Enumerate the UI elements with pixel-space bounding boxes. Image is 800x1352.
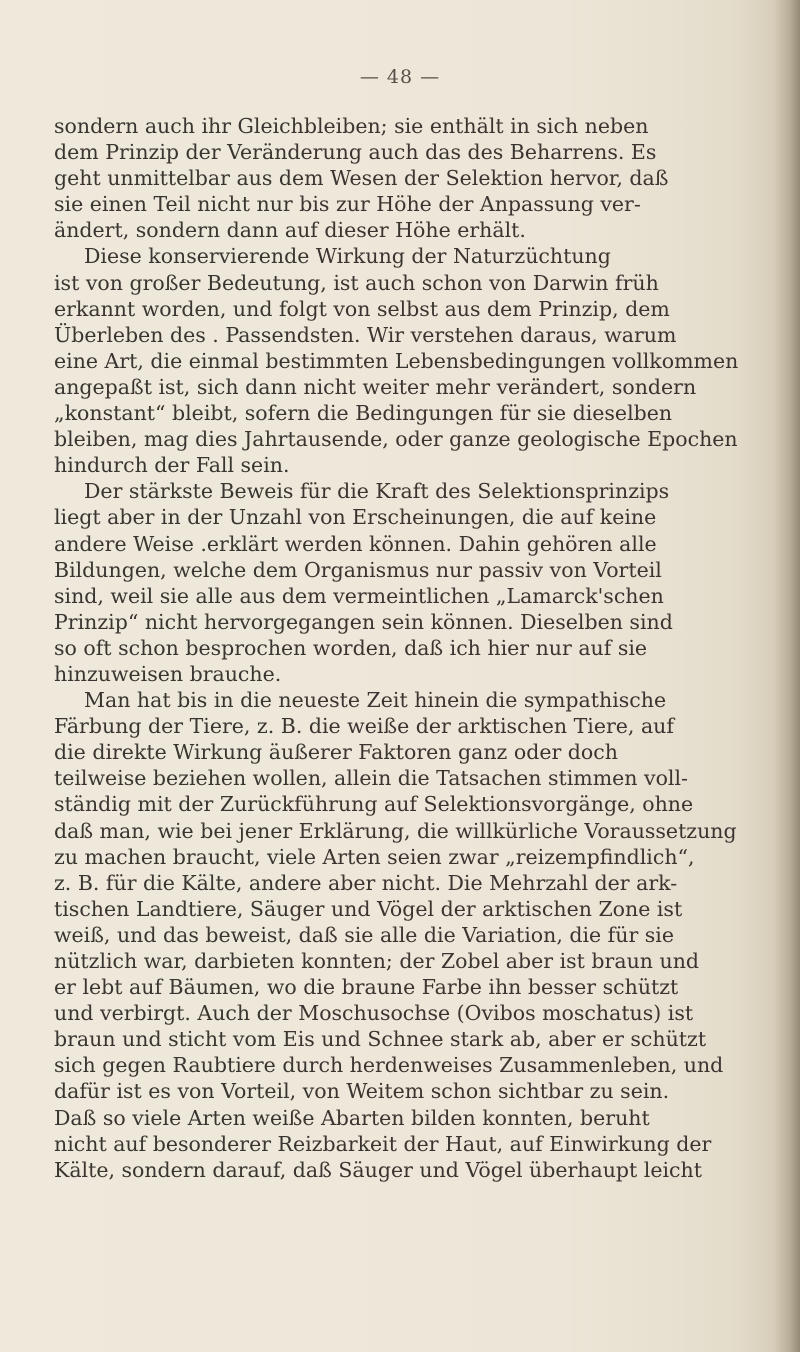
text-line: weiß, und das beweist, daß sie alle die Variation, die für sie <box>54 922 674 947</box>
text-line: Kälte, sondern darauf, daß Säuger und Vögel überhaupt leicht <box>54 1157 702 1182</box>
text-line: nützlich war, darbieten konnten; der Zobel aber ist braun und <box>54 949 700 973</box>
text-line: Prinzip“ nicht hervorgegangen sein können. Dieselben sind <box>54 609 673 634</box>
text-line: daß man, wie bei jener Erklärung, die willkürliche Voraussetzung <box>54 818 737 843</box>
text-line: z. B. für die Kälte, andere aber nicht. Die Mehrzahl der ark- <box>54 870 678 895</box>
text-line: ändert, sondern dann auf dieser Höhe erhält. <box>54 218 526 243</box>
text-line: nicht auf besonderer Reizbarkeit der Haut, auf Einwirkung der <box>54 1131 712 1156</box>
text-line: hinzuweisen brauche. <box>54 661 282 686</box>
text-line: Der stärkste Beweis für die Kraft des Selektionsprinzips <box>84 479 670 504</box>
text-line: Bildungen, welche dem Organismus nur passiv von Vorteil <box>54 557 662 582</box>
text-line: dafür ist es von Vorteil, von Weitem schon sichtbar zu sein. <box>54 1079 670 1104</box>
text-line: die direkte Wirkung äußerer Faktoren ganz oder doch <box>54 740 618 765</box>
text-line: tischen Landtiere, Säuger und Vögel der arktischen Zone ist <box>54 896 683 921</box>
text-line: ständig mit der Zurückführung auf Selektionsvorgänge, ohne <box>54 792 694 817</box>
body-text <box>54 113 770 1183</box>
text-line: und verbirgt. Auch der Moschusochse (Ovibos moschatus) ist <box>54 1001 694 1026</box>
text-line: er lebt auf Bäumen, wo die braune Farbe ihn besser schützt <box>54 975 679 1000</box>
page-edge-shadow <box>774 0 800 1352</box>
text-line: so oft schon besprochen worden, daß ich hier nur auf sie <box>54 635 648 660</box>
text-line: zu machen braucht, viele Arten seien zwar „reizempfindlich“, <box>54 844 695 869</box>
text-line: dem Prinzip der Veränderung auch das des Beharrens. Es <box>54 140 657 165</box>
text-line: bleiben, mag dies Jahrtausende, oder ganze geologische Epochen <box>54 427 738 452</box>
text-line: braun und sticht vom Eis und Schnee stark ab, aber er schützt <box>54 1027 707 1052</box>
text-line: sie einen Teil nicht nur bis zur Höhe der Anpassung ver- <box>54 192 641 217</box>
text-line: sondern auch ihr Gleichbleiben; sie enthält in sich neben <box>54 114 649 138</box>
text-line: geht unmittelbar aus dem Wesen der Selektion hervor, daß <box>54 166 669 191</box>
text-line: sich gegen Raubtiere durch herdenweises Zusammenleben, und <box>54 1053 724 1078</box>
text-line: „konstant“ bleibt, sofern die Bedingungen für sie dieselben <box>54 401 673 426</box>
text-line: andere Weise .erklärt werden können. Dahin gehören alle <box>54 531 657 556</box>
text-line: angepaßt ist, sich dann nicht weiter mehr verändert, sondern <box>54 374 697 399</box>
text-line: sind, weil sie alle aus dem vermeintlichen „Lamarck'schen <box>54 583 664 608</box>
text-line: liegt aber in der Unzahl von Erscheinungen, die auf keine <box>54 505 657 530</box>
page-number: — 48 — <box>359 66 441 88</box>
text-line: erkannt worden, und folgt von selbst aus dem Prinzip, dem <box>54 296 670 321</box>
text-line: hindurch der Fall sein. <box>54 453 290 478</box>
text-line: eine Art, die einmal bestimmten Lebensbedingungen vollkommen <box>54 348 739 373</box>
text-line: ist von großer Bedeutung, ist auch schon von Darwin früh <box>54 270 659 295</box>
text-line: teilweise beziehen wollen, allein die Tatsachen stimmen voll- <box>54 766 688 791</box>
text-line: Man hat bis in die neueste Zeit hinein die sympathische <box>84 688 667 713</box>
text-line: Überleben des . Passendsten. Wir verstehen daraus, warum <box>54 322 677 347</box>
text-line: Diese konservierende Wirkung der Naturzüchtung <box>84 244 611 269</box>
text-line: Daß so viele Arten weiße Abarten bilden konnten, beruht <box>54 1105 650 1130</box>
text-line: Färbung der Tiere, z. B. die weiße der arktischen Tiere, auf <box>54 714 674 739</box>
